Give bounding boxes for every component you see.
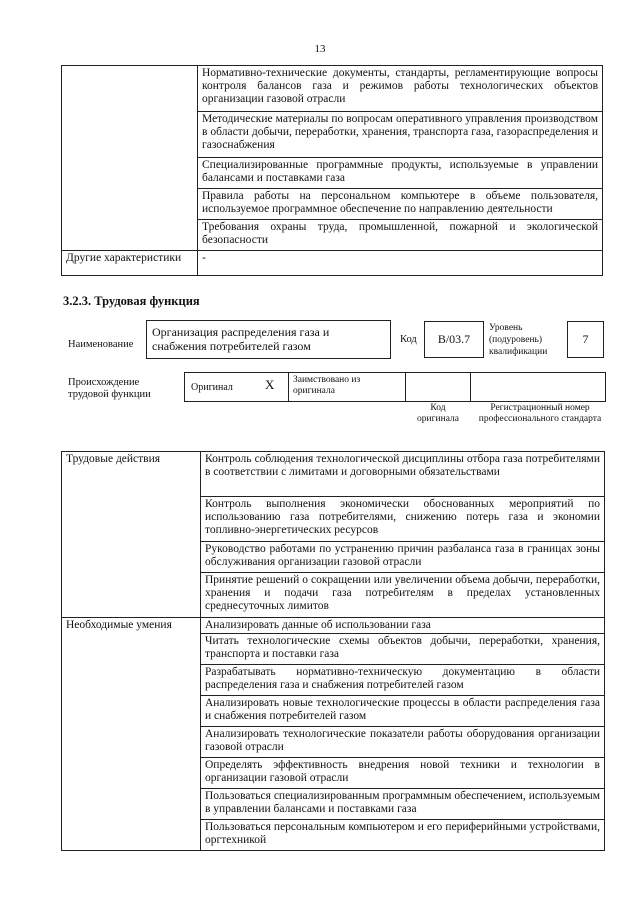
- table-cell: Контроль соблюдения технологической дисциплины отбора газа потребителями в соответствии с лимитами и договорными обязательствами: [201, 452, 605, 497]
- original-mark: X: [265, 377, 275, 392]
- divider: [288, 372, 289, 402]
- table-cell: Пользоваться специализированным программным обеспечением, используемым в управлении балансами и поставками газа: [201, 789, 605, 820]
- code-value: B/03.7: [437, 332, 471, 346]
- code-box: [424, 321, 484, 358]
- table-cell: Разрабатывать нормативно-техническую документацию в области распределения газа и снабжения потребителей газом: [201, 665, 605, 696]
- labor-actions-label: Трудовые действия: [62, 452, 201, 618]
- other-characteristics-label: Другие характеристики: [62, 251, 198, 276]
- table-cell: Читать технологические схемы объектов добычи, переработки, хранения, транспорта и поставки газа: [201, 634, 605, 665]
- labor-function-table: [61, 451, 605, 851]
- borrowed-label: Заимствовано из оригинала: [293, 375, 361, 396]
- table-cell: Пользоваться персональным компьютером и его периферийными устройствами, оргтехникой: [201, 820, 605, 851]
- function-name-box: [146, 320, 391, 359]
- table-cell: Правила работы на персональном компьютере в объеме пользователя, используемое программное обеспечение по направлению деятельности: [198, 189, 603, 220]
- table-cell: Требования охраны труда, промышленной, пожарной и экологической безопасности: [198, 220, 603, 251]
- code-label: Код: [400, 334, 417, 345]
- divider: [470, 372, 471, 402]
- table-row: [62, 452, 605, 497]
- table-row: [62, 618, 605, 634]
- divider: [405, 372, 406, 402]
- table-cell: Определять эффективность внедрения новой техники и технологии в организации газовой отрасли: [201, 758, 605, 789]
- table-cell: Контроль выполнения экономически обоснованных мероприятий по использованию газа потребителями, снижению потерь газа и экономии топливно-энергетических ресурсов: [201, 497, 605, 542]
- table-cell: Руководство работами по устранению причин разбаланса газа в границах зоны обслуживания организации газовой отрасли: [201, 542, 605, 573]
- table-cell: Анализировать данные об использовании газа: [201, 618, 605, 634]
- table-cell: Специализированные программные продукты, используемые в управлении балансами и поставками газа: [198, 158, 603, 189]
- table-cell: Анализировать технологические показатели работы оборудования организации газовой отрасли: [201, 727, 605, 758]
- table-cell: Принятие решений о сокращении или увеличении объема добычи, переработки, хранения и подачи газа потребителям в пределах установленных среднесуточных лимитов: [201, 573, 605, 618]
- table-cell: Нормативно-технические документы, стандарты, регламентирующие вопросы контроля балансов газа и режимов работы технологических объектов организации газовой отрасли: [198, 66, 603, 112]
- level-label: Уровень (подуровень) квалификации: [489, 323, 548, 357]
- table-cell: -: [198, 251, 603, 276]
- table-cell: Методические материалы по вопросам оперативного управления производством в области добычи, переработки, хранения, транспорта газа, газораспределения и газоснабжения: [198, 112, 603, 158]
- original-label: Оригинал: [191, 382, 233, 393]
- code-original-label: Код оригинала: [417, 403, 459, 424]
- table-cell: Анализировать новые технологические процессы в области распределения газа и снабжения потребителей газом: [201, 696, 605, 727]
- table-row: [62, 251, 603, 276]
- section-title: 3.2.3. Трудовая функция: [63, 294, 200, 308]
- knowledge-table: [61, 65, 603, 276]
- table-row: [62, 66, 603, 112]
- reg-number-label: Регистрационный номер профессионального стандарта: [478, 403, 602, 424]
- page-number: 13: [314, 43, 326, 55]
- name-label: Наименование: [68, 339, 134, 350]
- table-cell-empty: [62, 66, 198, 251]
- level-box: [567, 321, 604, 358]
- skills-label: Необходимые умения: [62, 618, 201, 851]
- origin-label: Происхождение трудовой функции: [68, 377, 151, 400]
- level-value: 7: [582, 332, 589, 346]
- function-name: Организация распределения газа и снабжения потребителей газом: [152, 325, 330, 353]
